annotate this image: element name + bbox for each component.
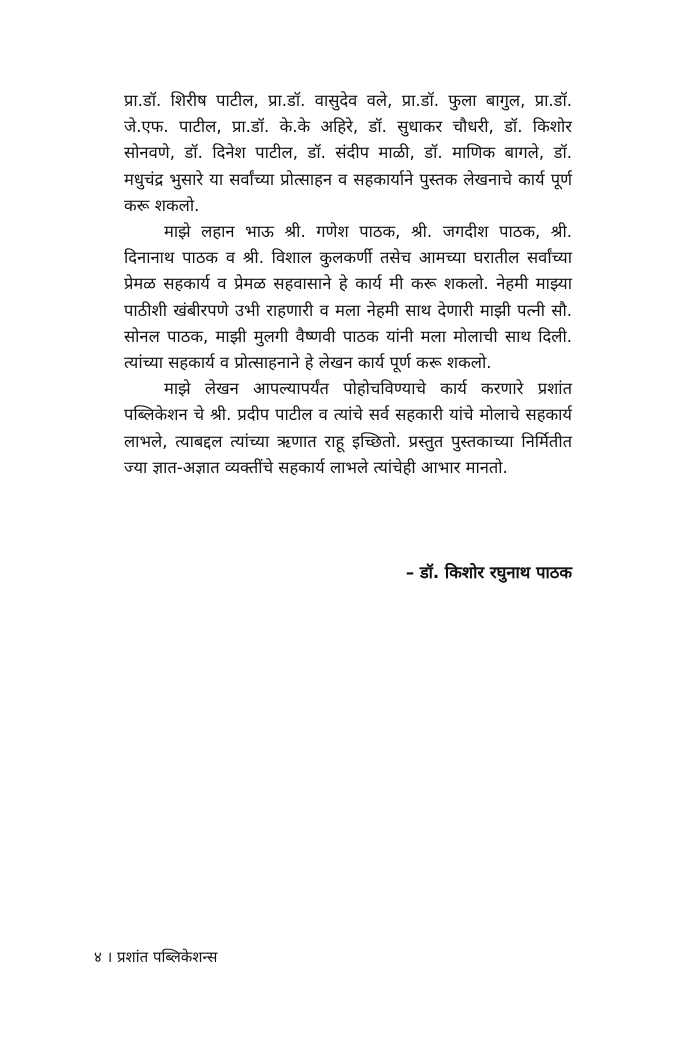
paragraph-3: माझे लेखन आपल्यापर्यंत पोहोचविण्याचे कार्य करणारे प्रशांत पब्लिकेशन चे श्री. प्रदीप पाटील व त्यांचे सर्व सहकारी यांचे मोलाचे सहकार्य लाभले, त्याबद्दल त्यांच्या ऋणात राहू इच्छितो. प्रस्तुत पुस्तकाच्या निर्मितीत ज्या ज्ञात-अज्ञात व्यक्तींचे सहकार्य लाभले त्यांचेही आभार मानतो. <box>124 379 572 477</box>
body-text <box>124 88 572 481</box>
paragraph-2: माझे लहान भाऊ श्री. गणेश पाठक, श्री. जगदीश पाठक, श्री. दिनानाथ पाठक व श्री. विशाल कुलकर्णी तसेच आमच्या घरातील सर्वांच्या प्रेमळ सहकार्य व प्रेमळ सहवासाने हे कार्य मी करू शकलो. नेहमी माझ्या पाठीशी खंबीरपणे उभी राहणारी व मला नेहमी साथ देणारी माझी पत्नी सौ. सोनल पाठक, माझी मुलगी वैष्णवी पाठक यांनी मला मोलाची साथ दिली. त्यांच्या सहकार्य व प्रोत्साहनाने हे लेखन कार्य पूर्ण करू शकलो. <box>124 222 572 373</box>
page-footer: ४ । प्रशांत पब्लिकेशन्स <box>94 948 218 966</box>
paragraph-1: प्रा.डॉ. शिरीष पाटील, प्रा.डॉ. वासुदेव वले, प्रा.डॉ. फुला बागुल, प्रा.डॉ. जे.एफ. पाटील, प्रा.डॉ. के.के अहिरे, डॉ. सुधाकर चौधरी, डॉ. किशोर सोनवणे, डॉ. दिनेश पाटील, डॉ. संदीप माळी, डॉ. माणिक बागले, डॉ. मधुचंद्र भुसारे या सर्वांच्या प्रोत्साहन व सहकार्याने पुस्तक लेखनाचे कार्य पूर्ण करू शकलो. <box>124 91 572 215</box>
author-signature: – डॉ. किशोर रघुनाथ पाठक <box>405 563 572 582</box>
